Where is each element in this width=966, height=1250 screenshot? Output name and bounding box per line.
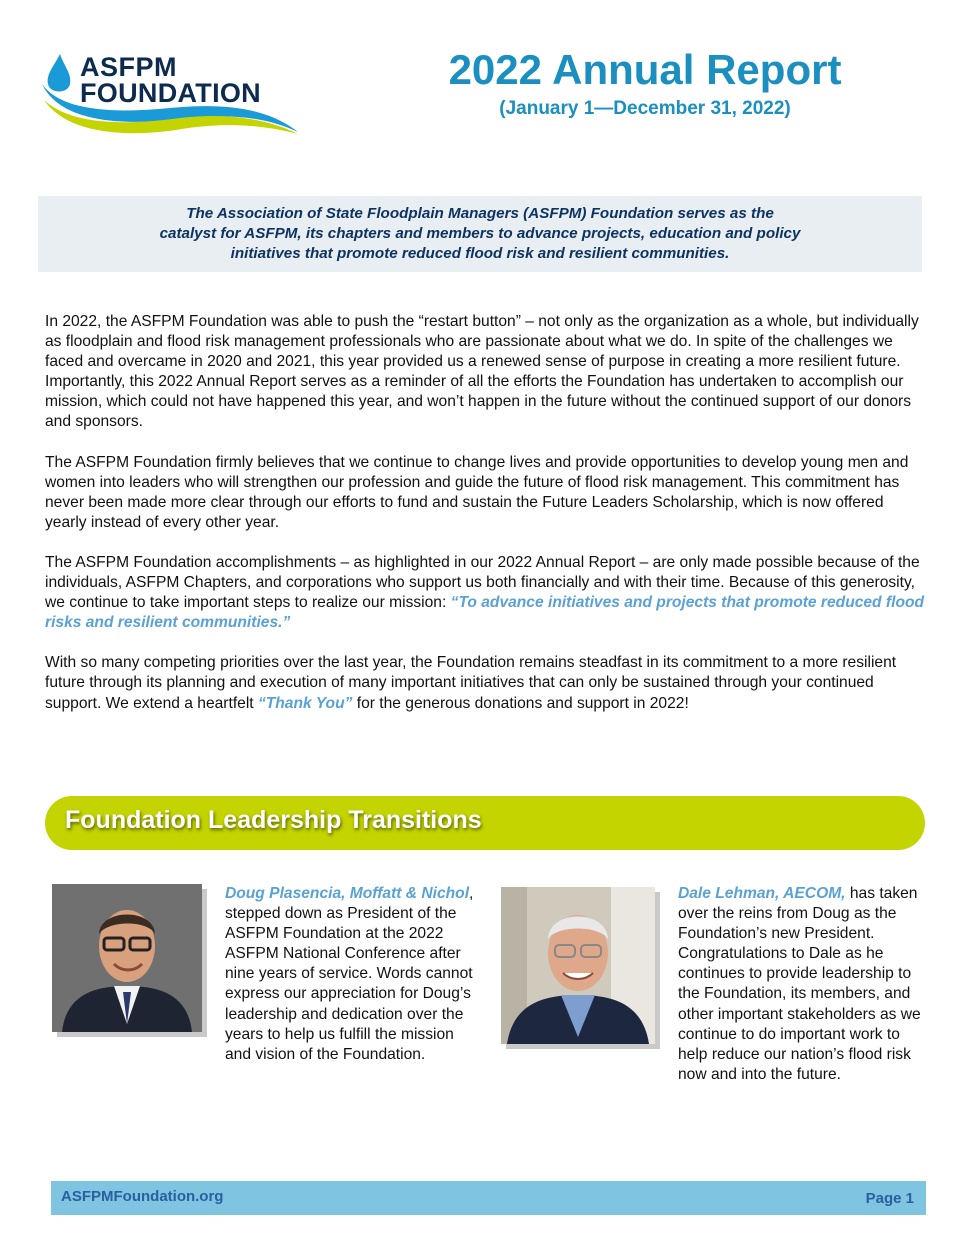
water-drop-icon [48,54,71,92]
paragraph-future-leaders: The ASFPM Foundation firmly believes that we continue to change lives and provide opportunities to develop young men and women into leaders who will strengthen our profession and guide the future of flood risk management. This commitment has never been made more clear through our efforts to fund and sustain the Future Leaders Scholarship, which is now offered yearly instead of every other year. [45,453,909,531]
paragraph-restart: In 2022, the ASFPM Foundation was able to push the “restart button” – not only as the organization as a whole, but individually as floodplain and flood risk management professionals who are passionate about what we do. In spite of the challenges we faced and overcame in 2020 and 2021, this year provided us a renewed sense of purpose in creating a more resilient future. Importantly, this 2022 Annual Report serves as a reminder of all the efforts the Foundation has undertaken to accomplish our mission, which could not have happened this year, and won’t happen in the future without the continued support of our donors and sponsors. [45,313,919,431]
mission-statement [38,196,922,272]
report-date-range: (January 1—December 31, 2022) [499,98,791,119]
portrait-image [501,887,655,1044]
dale-lehman-bio [678,884,923,1085]
logo-foundation-text: FOUNDATION [80,78,261,108]
portrait-image [52,884,202,1032]
doug-plasencia-bio [225,884,483,1065]
page-number: Page 1 [865,1190,914,1207]
report-title: 2022 Annual Report [448,46,842,93]
section-banner [45,796,925,850]
report-body [45,312,925,734]
mission-line-2: catalyst for ASFPM, its chapters and members to advance projects, education and policy [159,225,801,242]
mission-line-1: The Association of State Floodplain Managers (ASFPM) Foundation serves as the [186,205,774,222]
paragraph-thank-you [45,653,925,713]
doug-plasencia-photo [52,884,202,1032]
asfpm-foundation-logo [40,48,302,140]
leader-bio-text: , stepped down as President of the ASFPM Foundation at the 2022 ASFPM National Conference after nine years of service. Words cannot express our appreciation for Doug’s leadership and dedication over the years to help us fulfill the mission and vision of the Foundation. [225,885,474,1063]
paragraph-text: With so many competing priorities over the last year, the Foundation remains steadfast in its commitment to a more resilient future through its planning and execution of many important initiatives that can only be sustained through your continued support. We extend a heartfelt [45,654,897,712]
leader-bio-text: has taken over the reins from Doug as the Foundation’s new President. Congratulations to Dale as he continues to provide leadership to the Foundation, its members, and other important stakeholders as we continue to do important work to help reduce our nation’s flood risk now and into the future. [678,885,921,1083]
mission-quote: “To advance initiatives and projects that promote reduced flood risks and resilient communities.” [45,594,925,632]
footer-website-link[interactable]: ASFPMFoundation.org [61,1188,224,1205]
section-heading: Foundation Leadership Transitions [65,806,482,834]
leader-name: Dale Lehman, AECOM, [678,885,846,902]
mission-line-3: initiatives that promote reduced flood risk and resilient communities. [230,245,730,262]
paragraph-text: The ASFPM Foundation accomplishments – as highlighted in our 2022 Annual Report – are only made possible because of the individuals, ASFPM Chapters, and corporations who support us both financially and with their time. Because of this generosity, we continue to take important steps to realize our mission: [45,553,920,612]
page-footer [51,1181,926,1215]
leader-name: Doug Plasencia, Moffatt & Nichol [225,885,470,902]
dale-lehman-photo [501,887,655,1044]
paragraph-text: for the generous donations and support in 2022! [352,694,689,712]
paragraph-accomplishments [45,553,925,633]
thank-you-quote: “Thank You” [257,694,353,712]
logo-asfpm-text: ASFPM [80,52,177,82]
